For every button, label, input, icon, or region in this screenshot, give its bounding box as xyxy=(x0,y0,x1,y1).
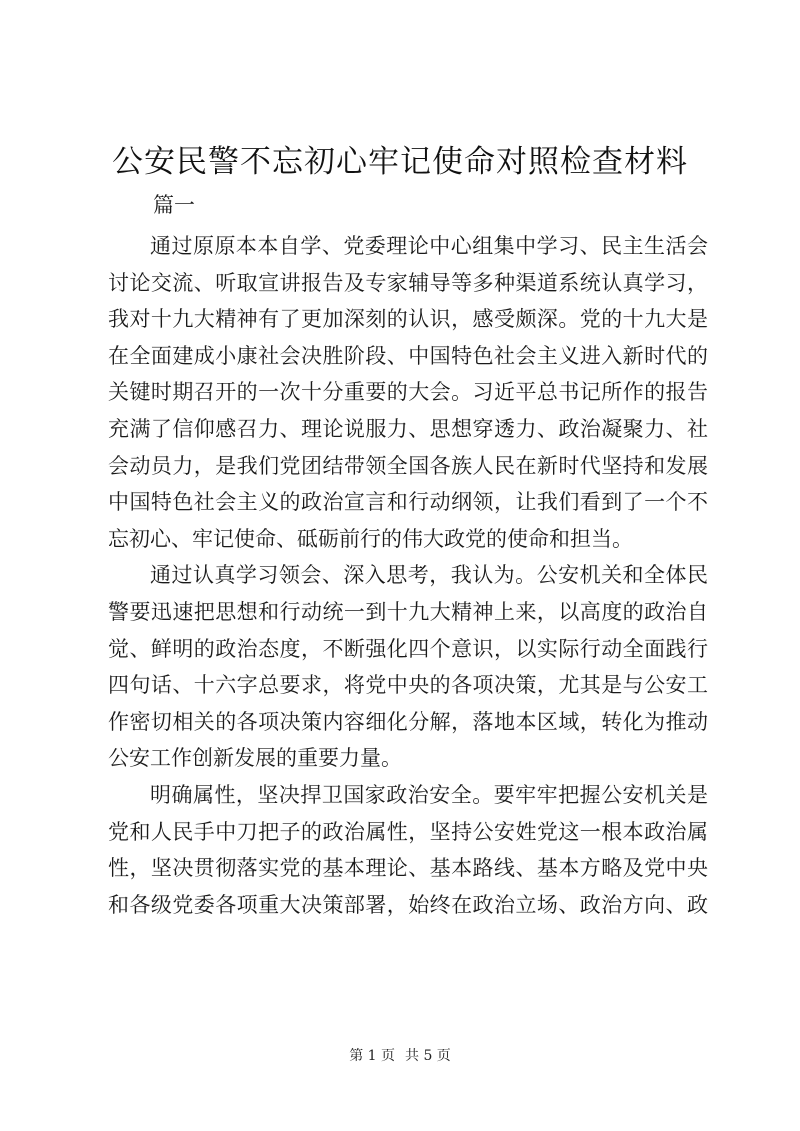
paragraph-2-line-3: 觉、鲜明的政治态度，不断强化四个意识，以实际行动全面践行 xyxy=(108,636,708,661)
paragraph-2-line-5: 作密切相关的各项决策内容细化分解，落地本区域，转化为推动 xyxy=(108,709,708,734)
paragraph-1-line-6: 充满了信仰感召力、理论说服力、思想穿透力、政治凝聚力、社 xyxy=(108,416,708,441)
paragraph-1-line-4: 在全面建成小康社会决胜阶段、中国特色社会主义进入新时代的 xyxy=(108,343,708,368)
page-number-current: 第 1 页 xyxy=(349,1048,395,1064)
document-body xyxy=(108,228,708,923)
paragraph-1-line-2: 讨论交流、听取宣讲报告及专家辅导等多种渠道系统认真学习， xyxy=(108,270,708,295)
paragraph-1-line-8: 中国特色社会主义的政治宣言和行动纲领，让我们看到了一个不 xyxy=(108,490,708,515)
paragraph-2-line-2: 警要迅速把思想和行动统一到十九大精神上来，以高度的政治自 xyxy=(108,599,708,624)
paragraph-1-line-5: 关键时期召开的一次十分重要的大会。习近平总书记所作的报告 xyxy=(108,380,708,405)
section-label: 篇一 xyxy=(153,193,195,217)
paragraph-1-line-7: 会动员力，是我们党团结带领全国各族人民在新时代坚持和发展 xyxy=(108,453,708,478)
page-number-total: 共 5 页 xyxy=(405,1048,451,1064)
page-footer xyxy=(0,1046,800,1066)
paragraph-2-line-6: 公安工作创新发展的重要力量。 xyxy=(108,746,402,771)
paragraph-2-line-1: 通过认真学习领会、深入思考，我认为。公安机关和全体民 xyxy=(150,563,708,588)
paragraph-3-line-4: 和各级党委各项重大决策部署，始终在政治立场、政治方向、政 xyxy=(108,892,708,917)
paragraph-3-line-3: 性，坚决贯彻落实党的基本理论、基本路线、基本方略及党中央 xyxy=(108,856,708,881)
document-title: 公安民警不忘初心牢记使命对照检查材料 xyxy=(112,144,688,180)
paragraph-1-line-1: 通过原原本本自学、党委理论中心组集中学习、民主生活会 xyxy=(150,234,708,258)
paragraph-3-line-1: 明确属性，坚决捍卫国家政治安全。要牢牢把握公安机关是 xyxy=(150,782,708,807)
paragraph-2-line-4: 四句话、十六字总要求，将党中央的各项决策，尤其是与公安工 xyxy=(108,673,708,698)
paragraph-1-line-9: 忘初心、牢记使命、砥砺前行的伟大政党的使命和担当。 xyxy=(108,526,633,551)
paragraph-3-line-2: 党和人民手中刀把子的政治属性，坚持公安姓党这一根本政治属 xyxy=(108,819,708,844)
paragraph-1-line-3: 我对十九大精神有了更加深刻的认识，感受颇深。党的十九大是 xyxy=(108,307,708,332)
